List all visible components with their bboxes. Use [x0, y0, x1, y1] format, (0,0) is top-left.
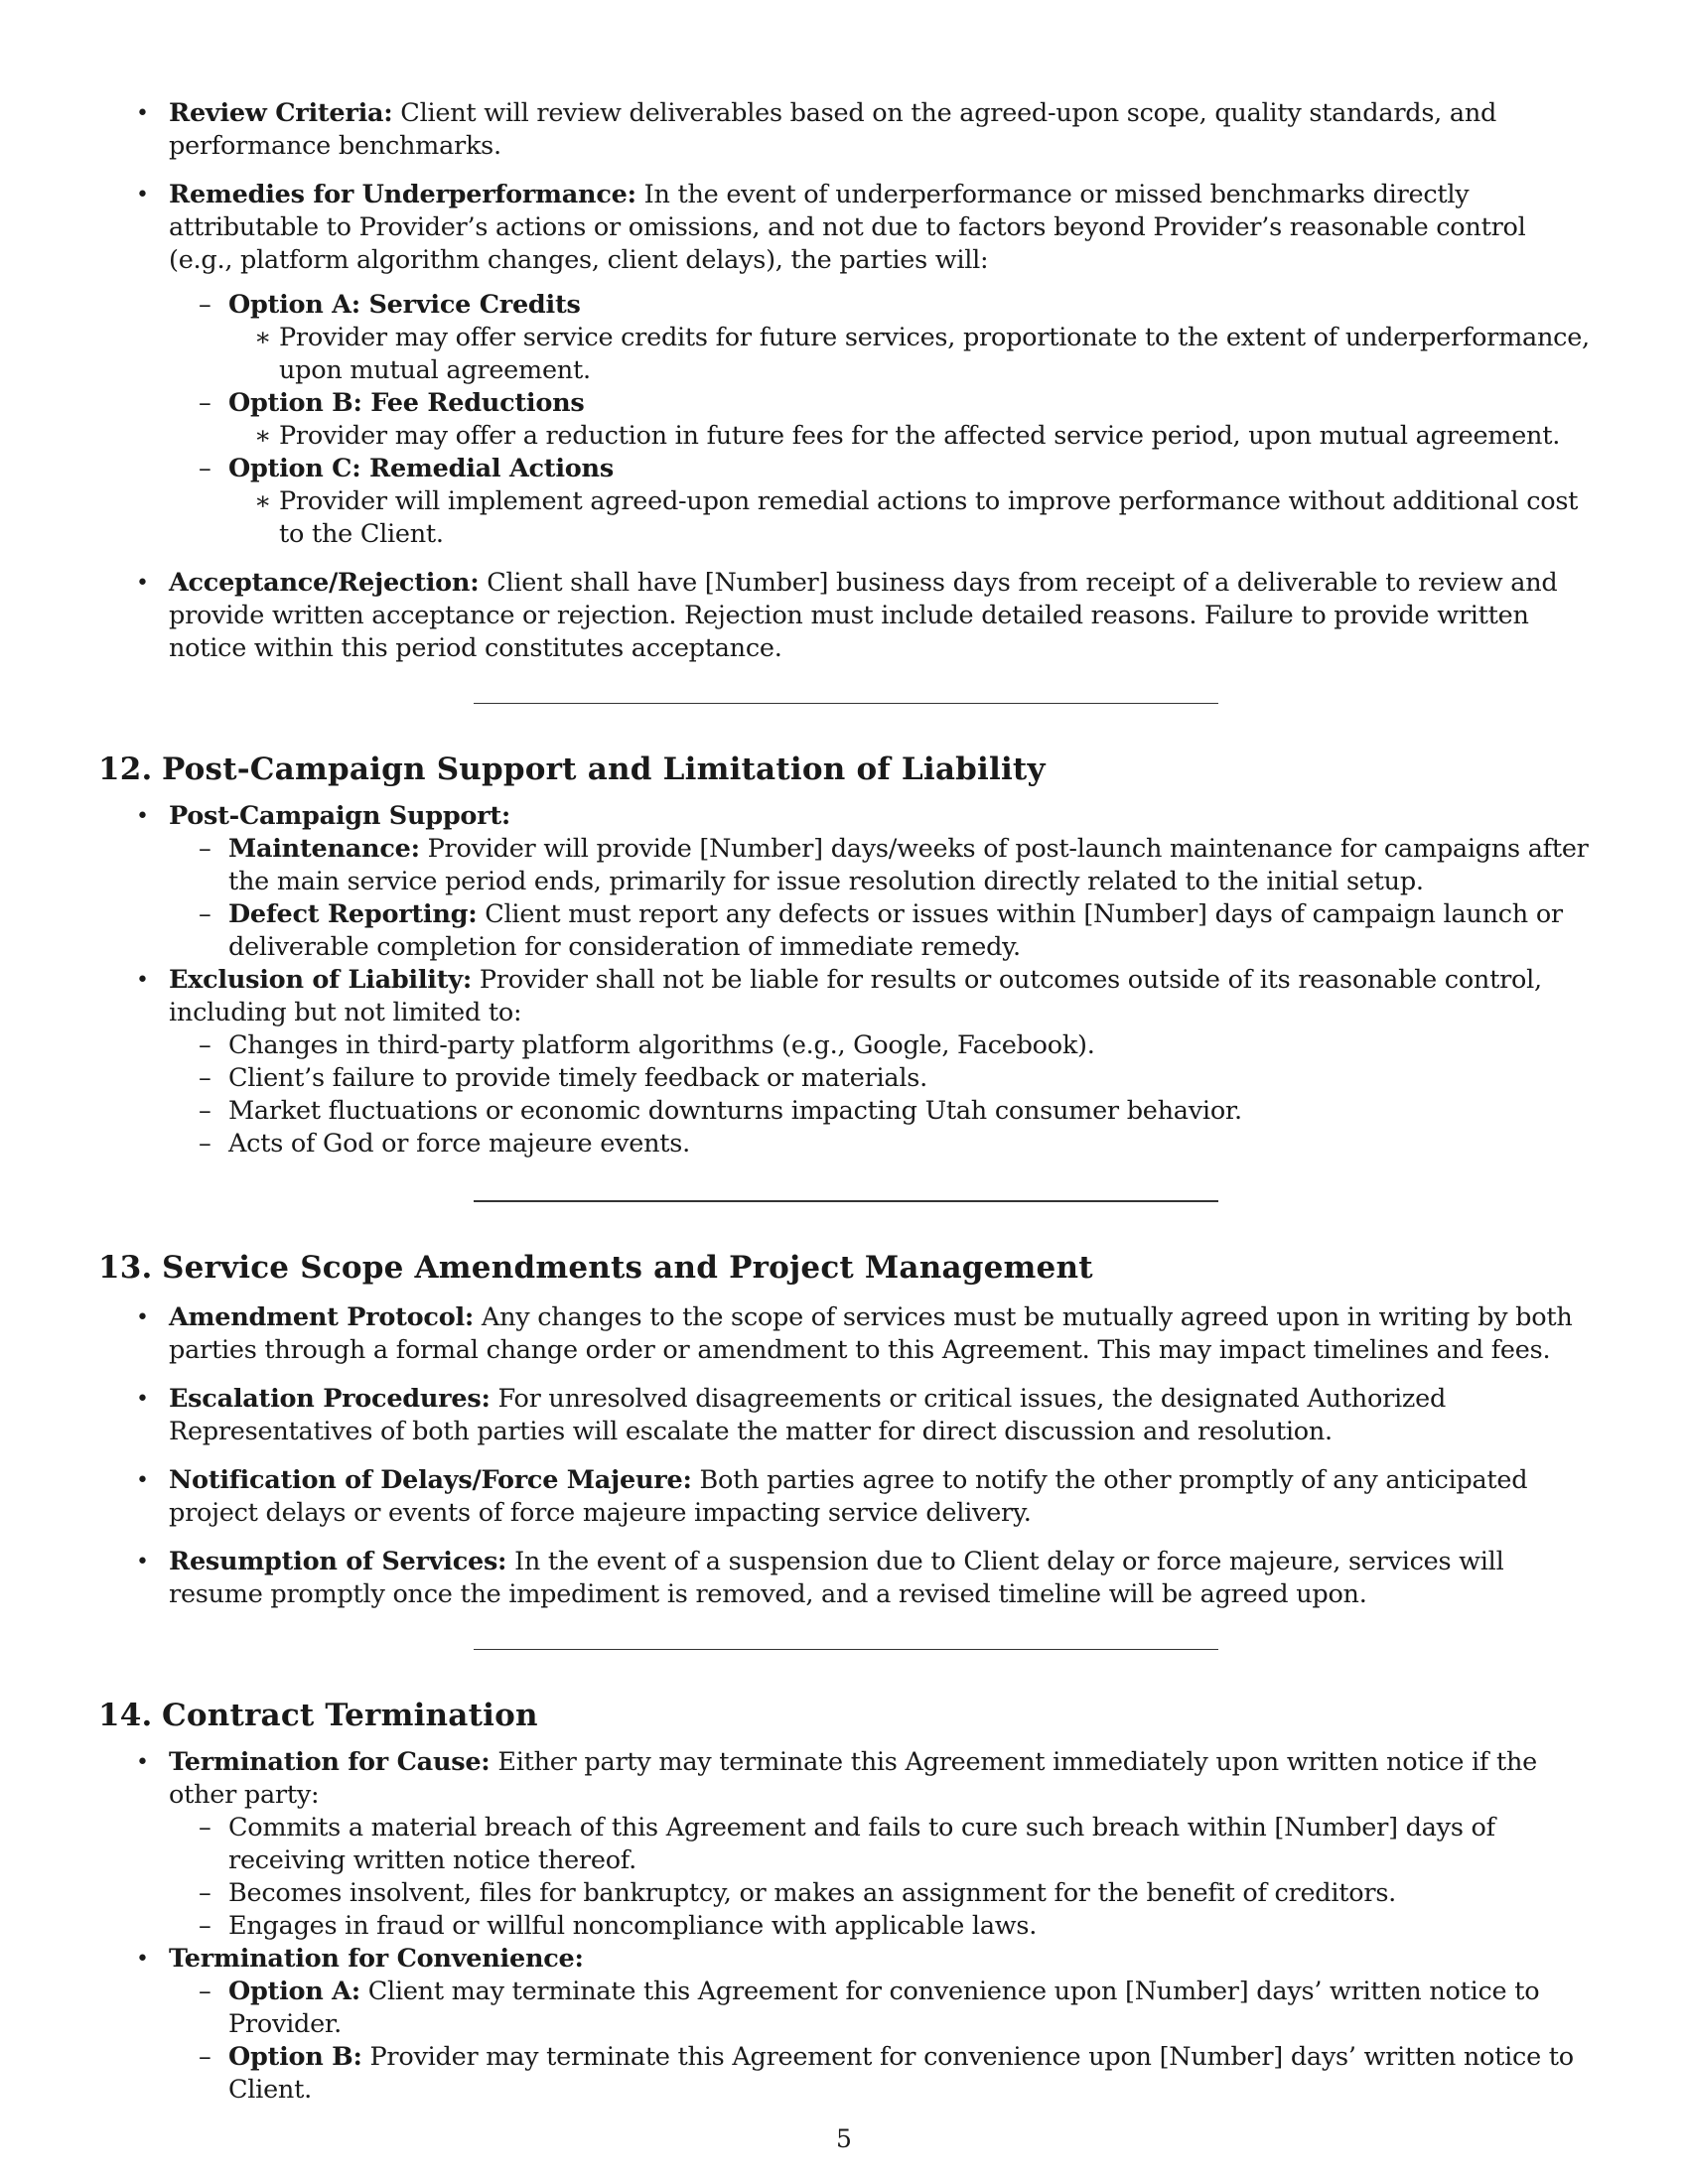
- list-item: [98, 179, 1594, 551]
- list-item: [169, 1976, 1594, 2041]
- list-item: – Changes in third-party platform algorithms (e.g., Google, Facebook).: [169, 1029, 1594, 1062]
- item-text: Provider will provide [Number] days/weeks of post-launch maintenance for campaigns after the main service period ends, primarily for issue resolution directly related to the initial setup.: [228, 834, 1589, 896]
- list-item: – Acts of God or force majeure events.: [169, 1128, 1594, 1160]
- item-text: Both parties agree to notify the other promptly of any anticipated project delays or events of force majeure impacting service delivery.: [169, 1465, 1528, 1528]
- item-label: Review Criteria:: [169, 98, 393, 128]
- section-number: 13.: [98, 1250, 153, 1286]
- list-item: ∗ Provider may offer a reduction in future fees for the affected service period, upon mutual agreement.: [228, 420, 1594, 453]
- item-label: Termination for Convenience:: [169, 1944, 584, 1974]
- section-number: 14.: [98, 1698, 153, 1733]
- item-text: Client may terminate this Agreement for convenience upon [Number] days’ written notice to Provider.: [228, 1977, 1540, 2039]
- item-label: Acceptance/Rejection:: [169, 568, 480, 598]
- section-number: 12.: [98, 751, 153, 787]
- section-heading-14: [98, 1697, 1594, 1734]
- list-item: ∗ Provider will implement agreed-upon remedial actions to improve performance without additional cost to the Client.: [228, 485, 1594, 551]
- item-label: Post-Campaign Support:: [169, 801, 511, 831]
- option-label: Option A:: [228, 1977, 360, 2006]
- option-details: [228, 420, 1594, 453]
- convenience-items-list: [169, 1976, 1594, 2107]
- list-item: ∗ Provider may offer service credits for future services, proportionate to the extent of underperformance, upon mutual agreement.: [228, 322, 1594, 387]
- list-item: [98, 1943, 1594, 2107]
- item-text: Client must report any defects or issues within [Number] days of campaign launch or deliverable completion for consideration of immediate remedy.: [228, 899, 1563, 962]
- item-label: Escalation Procedures:: [169, 1384, 491, 1414]
- section-title: Service Scope Amendments and Project Management: [162, 1250, 1093, 1286]
- item-text: Client will review deliverables based on the agreed-upon scope, quality standards, and performance benchmarks.: [169, 98, 1497, 161]
- list-item: [169, 289, 1594, 387]
- deliverables-review-list: [98, 97, 1594, 665]
- item-text: In the event of a suspension due to Client delay or force majeure, services will resume promptly once the impediment is removed, and a revised timeline will be agreed upon.: [169, 1547, 1504, 1609]
- item-label: Amendment Protocol:: [169, 1302, 475, 1332]
- item-label: Remedies for Underperformance:: [169, 180, 636, 209]
- list-item: – Engages in fraud or willful noncompliance with applicable laws.: [169, 1910, 1594, 1943]
- item-text: Provider shall not be liable for results or outcomes outside of its reasonable control, including but not limited to:: [169, 965, 1542, 1027]
- list-item: [169, 833, 1594, 898]
- item-text: For unresolved disagreements or critical issues, the designated Authorized Representatives of both parties will escalate the matter for direct discussion and resolution.: [169, 1384, 1447, 1446]
- section-heading-13: [98, 1249, 1594, 1287]
- list-item: [98, 800, 1594, 964]
- list-item: – Market fluctuations or economic downturns impacting Utah consumer behavior.: [169, 1095, 1594, 1128]
- list-item: – Becomes insolvent, files for bankruptcy, or makes an assignment for the benefit of creditors.: [169, 1877, 1594, 1910]
- section-divider: [474, 703, 1218, 704]
- support-items-list: [169, 833, 1594, 964]
- section-14-list: [98, 1746, 1594, 2107]
- section-divider: [474, 1200, 1218, 1202]
- list-item: [98, 1464, 1594, 1530]
- item-text: Any changes to the scope of services must be mutually agreed upon in writing by both parties through a formal change order or amendment to this Agreement. This may impact timelines and fees.: [169, 1302, 1573, 1365]
- list-item: [98, 1383, 1594, 1448]
- option-label: Option B: Fee Reductions: [228, 388, 585, 418]
- option-label: Option A: Service Credits: [228, 290, 581, 320]
- list-item: [169, 387, 1594, 453]
- item-label: Exclusion of Liability:: [169, 965, 473, 995]
- option-details: [228, 485, 1594, 551]
- section-title: Contract Termination: [162, 1698, 538, 1733]
- option-label: Option C: Remedial Actions: [228, 454, 614, 483]
- page-content: [98, 97, 1594, 2107]
- item-text: In the event of underperformance or missed benchmarks directly attributable to Provider’s actions or omissions, and not due to factors beyond Provider’s reasonable control (e.g., platform algorithm changes, client delays), the parties will:: [169, 180, 1526, 275]
- item-label: Resumption of Services:: [169, 1547, 507, 1576]
- section-12-list: [98, 800, 1594, 1160]
- item-text: Client shall have [Number] business days from receipt of a deliverable to review and provide written acceptance or rejection. Rejection must include detailed reasons. Failure to provide written notice within this period constitutes acceptance.: [169, 568, 1558, 663]
- list-item: – Client’s failure to provide timely feedback or materials.: [169, 1062, 1594, 1095]
- section-title: Post-Campaign Support and Limitation of Liability: [162, 751, 1046, 787]
- item-text: Provider may terminate this Agreement for convenience upon [Number] days’ written notice to Client.: [228, 2042, 1574, 2105]
- list-item: – Commits a material breach of this Agreement and fails to cure such breach within [Number] days of receiving written notice thereof.: [169, 1812, 1594, 1877]
- list-item: [98, 1746, 1594, 1943]
- exclusions-list: [169, 1029, 1594, 1160]
- list-item: [98, 567, 1594, 665]
- list-item: [98, 1301, 1594, 1367]
- item-label: Defect Reporting:: [228, 899, 478, 929]
- cause-items-list: [169, 1812, 1594, 1943]
- section-heading-12: [98, 751, 1594, 788]
- list-item: [169, 2041, 1594, 2107]
- list-item: [169, 898, 1594, 964]
- list-item: [98, 964, 1594, 1160]
- item-text: Either party may terminate this Agreement immediately upon written notice if the other party:: [169, 1747, 1537, 1810]
- section-13-list: [98, 1301, 1594, 1611]
- item-label: Notification of Delays/Force Majeure:: [169, 1465, 692, 1495]
- remedy-options-list: [169, 289, 1594, 551]
- section-divider: [474, 1649, 1218, 1650]
- item-label: Maintenance:: [228, 834, 420, 864]
- option-label: Option B:: [228, 2042, 362, 2072]
- list-item: [98, 97, 1594, 163]
- list-item: [98, 1546, 1594, 1611]
- list-item: [169, 453, 1594, 551]
- item-label: Termination for Cause:: [169, 1747, 491, 1777]
- option-details: [228, 322, 1594, 387]
- page-number: 5: [836, 2124, 852, 2153]
